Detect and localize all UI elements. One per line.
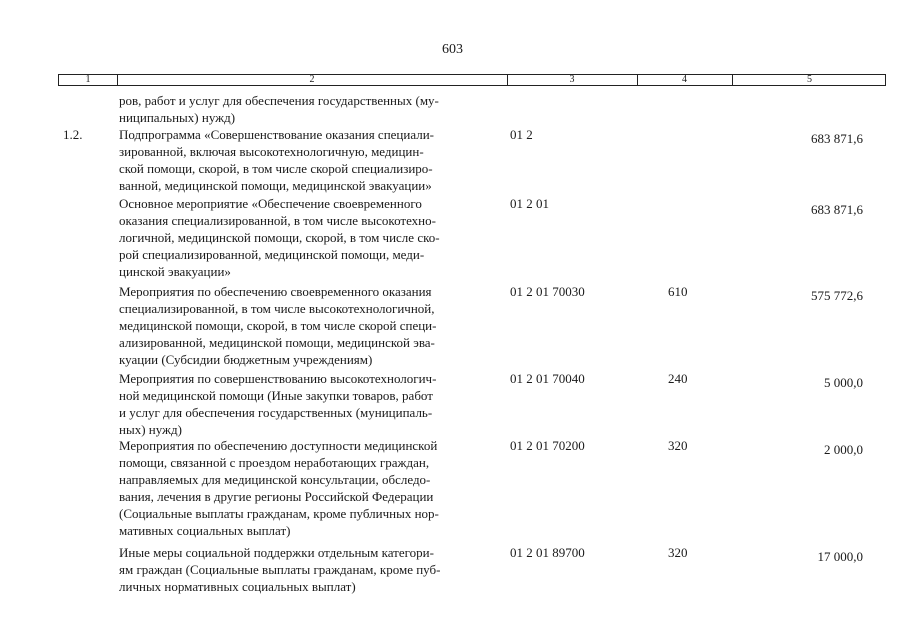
row-code: 01 2 01 70040: [510, 371, 585, 386]
row-number: 1.2.: [63, 127, 83, 142]
row-code: 01 2 01 89700: [510, 545, 585, 560]
header-col-4: 4: [682, 74, 687, 85]
row-name: Основное мероприятие «Обеспечение своевременного оказания специализированной, в том числе высокотехно- логичной, медицинской помощи, скорой, в том числе ско- рой специализированной, медицинской помощи, меди- цинской эвакуации»: [119, 196, 440, 279]
row-name: Мероприятия по обеспечению своевременного оказания специализированной, в том числе высокотехнологичной, медицинской помощи, скорой, в том числе скорой специ- ализированной, медицинской помощи, медицинской эва- куации (Субсидии бюджетным учреждениям): [119, 284, 437, 367]
row-amount: 5 000,0: [824, 375, 863, 390]
table-header: [58, 74, 886, 86]
row-code: 01 2 01: [510, 196, 549, 211]
row-amount: 2 000,0: [824, 442, 863, 457]
row-expense-type: 610: [668, 284, 688, 299]
row-amount: 683 871,6: [811, 202, 863, 217]
row-code: 01 2 01 70200: [510, 438, 585, 453]
row-expense-type: 240: [668, 371, 688, 386]
row-name: Иные меры социальной поддержки отдельным категори- ям граждан (Социальные выплаты гражданам, кроме пуб- личных нормативных социальных выплат): [119, 545, 441, 594]
row-name: Подпрограмма «Совершенствование оказания специали- зированной, включая высокотехнологичную, медицин- ской помощи, скорой, в том числе скорой специализиро- ванной, медицинской помощи, медицинской эвакуации»: [119, 127, 434, 193]
page-number: 603: [442, 42, 463, 57]
header-col-2: 2: [309, 74, 315, 85]
row-code: 01 2: [510, 127, 533, 142]
header-col-5: 5: [807, 74, 812, 85]
row-name: Мероприятия по обеспечению доступности медицинской помощи, связанной с проездом неработающих граждан, направляемых для медицинской консультации, обследо- вания, лечения в другие регионы Российской Федерации (Социальные выплаты гражданам, кроме публичных нор- мативных социальных выплат): [119, 438, 439, 538]
header-col-3: 3: [569, 74, 575, 85]
header-col-1: 1: [85, 74, 91, 85]
row-name: ров, работ и услуг для обеспечения государственных (му- ниципальных) нужд): [119, 93, 439, 125]
row-amount: 683 871,6: [811, 131, 863, 146]
row-amount: 575 772,6: [811, 288, 863, 303]
row-expense-type: 320: [668, 438, 688, 453]
row-expense-type: 320: [668, 545, 688, 560]
row-amount: 17 000,0: [817, 549, 863, 564]
row-code: 01 2 01 70030: [510, 284, 585, 299]
row-name: Мероприятия по совершенствованию высокотехнологич- ной медицинской помощи (Иные закупки товаров, работ и услуг для обеспечения государственных (муниципаль- ных) нужд): [119, 371, 437, 437]
